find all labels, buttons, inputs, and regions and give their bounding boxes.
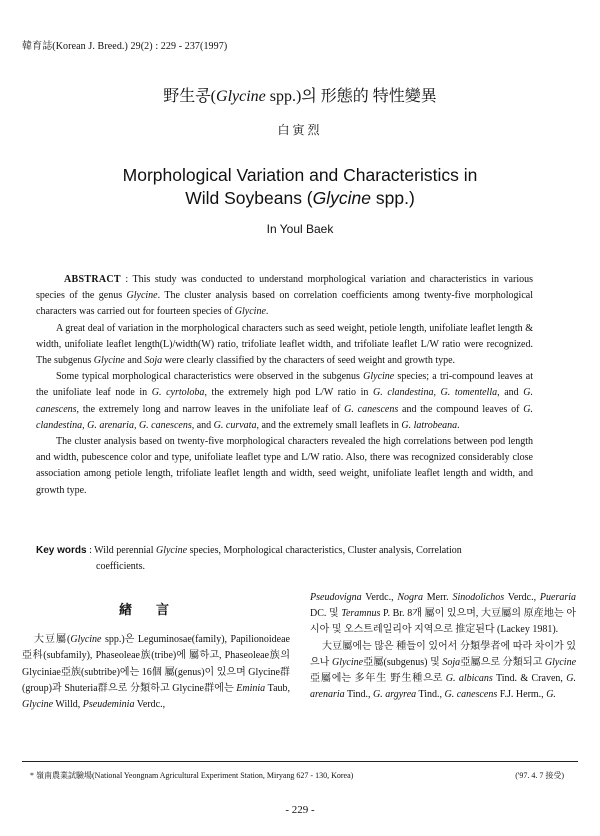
body-text: Merr. [422,592,453,603]
left-column [22,596,290,713]
abstract [36,272,533,499]
abstract-italic: G. curvata [213,419,257,431]
body-text: Tind. & Craven, [492,673,567,685]
abstract-text: , the extremely high pod L/W ratio in [204,387,374,399]
english-author: In Youl Baek [266,222,334,236]
abstract-italic: Soja [144,355,163,367]
body-text: Tind., [416,689,445,701]
abstract-text: , and the extremely small leaflets in [256,419,402,431]
body-text: spp.)은 Leguminosae(family), Papilionoideae亞科(subfamily), Phaseoleae族(tribe)에 屬하고, Phaseoleae族의 Glyciniae亞族(subtribe)에는 16個 屬(genus)이 있으며 Glycine群(group)과 Shuteria群으로 分類하고 Glycine群에는 [22,634,290,694]
body-italic: Glycine [22,699,54,711]
abstract-italic: G. clandestina, G. tomentella [373,387,498,399]
body-italic: G. albicans [445,673,493,685]
abstract-italic: G. latrobeana [401,419,458,431]
body-italic: G. arenaria [310,673,576,701]
abstract-paragraph-1 [36,272,533,321]
abstract-italic: Glycine [126,290,158,302]
abstract-text: , the extremely long and narrow leaves in the unifoliate leaf of [76,403,345,415]
abstract-text: . The cluster analysis based on correlation coefficients among twenty-five morphological characters was carried out for fourteen species of [36,290,533,318]
body-text: Tind., [344,689,373,701]
keywords-italic: Glycine [155,545,188,556]
body-italic: G. argyrea [373,689,417,701]
keywords [36,543,533,575]
abstract-text: and [124,355,145,367]
korean-author: 白寅烈 [277,123,323,137]
body-text: P. Br. 8개 屬이 있으며, 大豆屬의 原産地는 아시아 및 오스트레일리아 지역으로 推定된다 (Lackey 1981). [310,608,576,636]
body-text: Verdc., [134,699,166,711]
body-italic: G. [546,689,556,701]
footnote-divider [22,761,578,762]
body-text: 大豆屬( [34,634,71,646]
abstract-italic: G. cyrtoloba [151,387,205,399]
abstract-text: and the compound leaves of [398,403,524,415]
body-italic: Glycine [544,656,577,668]
keywords-text-continued: coefficients. [96,561,145,572]
abstract-italic: Glycine [93,355,125,367]
abstract-text: . [457,419,460,431]
right-column [310,590,576,703]
body-italic: G. canescens [444,689,498,701]
body-italic: Pseudovigna [310,592,362,603]
abstract-text: , and [497,387,524,399]
abstract-text: A great deal of variation in the morphological characters such as seed weight, petiole length, unifoliate leaflet length & width, unifoliate leaflet length(L)/width(W) ratio, trifoliate leaflet width, and trifoliate leaflet L/W ratio were recognized. The subgenus [36,322,533,367]
abstract-paragraph-2 [36,321,533,370]
body-text: Verdc., [361,592,398,603]
body-italic: Glycine [70,634,102,646]
english-title-line2-prefix: Wild Soybeans ( [185,188,313,208]
intro-paragraph-1 [22,632,290,713]
body-text: Willd, [53,699,83,711]
body-text: 亞屬에는 多年生 野生種으로 [310,673,446,685]
abstract-label: ABSTRACT [64,274,121,285]
footnote-affiliation: * 嶺南農業試驗場(National Yeongnam Agricultural Experiment Station, Miryang 627 - 130, Korea) [30,771,354,780]
korean-title-prefix: 野生콩( [163,88,217,105]
received-date: ('97. 4. 7 接受) [515,771,564,780]
abstract-text: were clearly classified by the characters of seed weight and growth type. [162,355,456,367]
body-text: Verdc., [504,592,540,603]
korean-title-italic: Glycine [216,88,266,105]
abstract-text: Some typical morphological characteristics were observed in the subgenus [56,371,364,383]
body-text: Taub, [265,682,291,694]
english-title-line1: Morphological Variation and Characteristics in [122,165,478,185]
keywords-label: Key words [36,545,87,556]
abstract-italic: G. canescens [344,403,399,415]
abstract-italic: G. clandestina, G. arenaria, G. canescens, [36,403,534,431]
abstract-italic: Glycine [234,306,266,318]
body-italic: Soja [442,656,461,668]
body-italic: Eminia [236,682,266,694]
abstract-text: : This study was conducted to understand morphological variation and characteristics in various species of the genus [36,274,533,302]
section-heading-introduction: 緖言 [118,602,193,617]
abstract-text: species; a tri-compound leaves at the unifoliate leaf node in [36,371,533,399]
abstract-text: and [194,419,214,431]
english-title-line2 [0,187,600,210]
body-text: 大豆屬에는 많은 種들이 있어서 分類學者에 따라 차이가 있으나 [310,640,576,668]
journal-reference: 韓育誌(Korean J. Breed.) 29(2) : 229 - 237(1997) [22,41,228,52]
abstract-italic: Glycine [363,371,395,383]
english-title-line2-suffix: spp.) [371,188,415,208]
body-italic: Sinodolichos [452,592,505,603]
body-italic: Pueraria [539,592,576,603]
english-title-line2-italic: Glycine [312,188,371,208]
keywords-text: species, Morphological characteristics, Cluster analysis, Correlation [187,545,462,556]
abstract-italic: G. canescens [36,387,533,415]
abstract-paragraph-4: The cluster analysis based on twenty-five morphological characters revealed the high correlations between pod length and width, pubescence color and type, unifoliate leaflet type and L/W ratio. Also, there was recognized considerably close association among petiole length, trifoliate leaflet length and width, seed weight, unifoliate leaflet length and width, and growth type. [36,436,533,496]
body-text: F.J. Herm., [497,689,547,701]
keywords-text: : Wild perennial [86,545,156,556]
abstract-paragraph-3 [36,369,533,434]
body-text: 亞屬으로 分類되고 [460,656,545,668]
intro-paragraph-2 [310,639,576,704]
abstract-text: . [265,306,269,318]
intro-paragraph-1-continued [310,590,576,639]
body-italic: Pseudeminia [82,699,135,711]
body-text: 亞屬(subgenus) 및 [363,656,443,668]
body-italic: Teramnus [341,608,381,620]
english-title [0,164,600,210]
body-italic: Nogra [397,592,423,603]
korean-title [0,83,600,106]
korean-title-suffix: spp.)의 形態的 特性變異 [265,88,437,105]
body-text: DC. 및 [310,608,342,620]
page-number: - 229 - [285,804,315,816]
body-italic: Glycine [331,656,364,668]
